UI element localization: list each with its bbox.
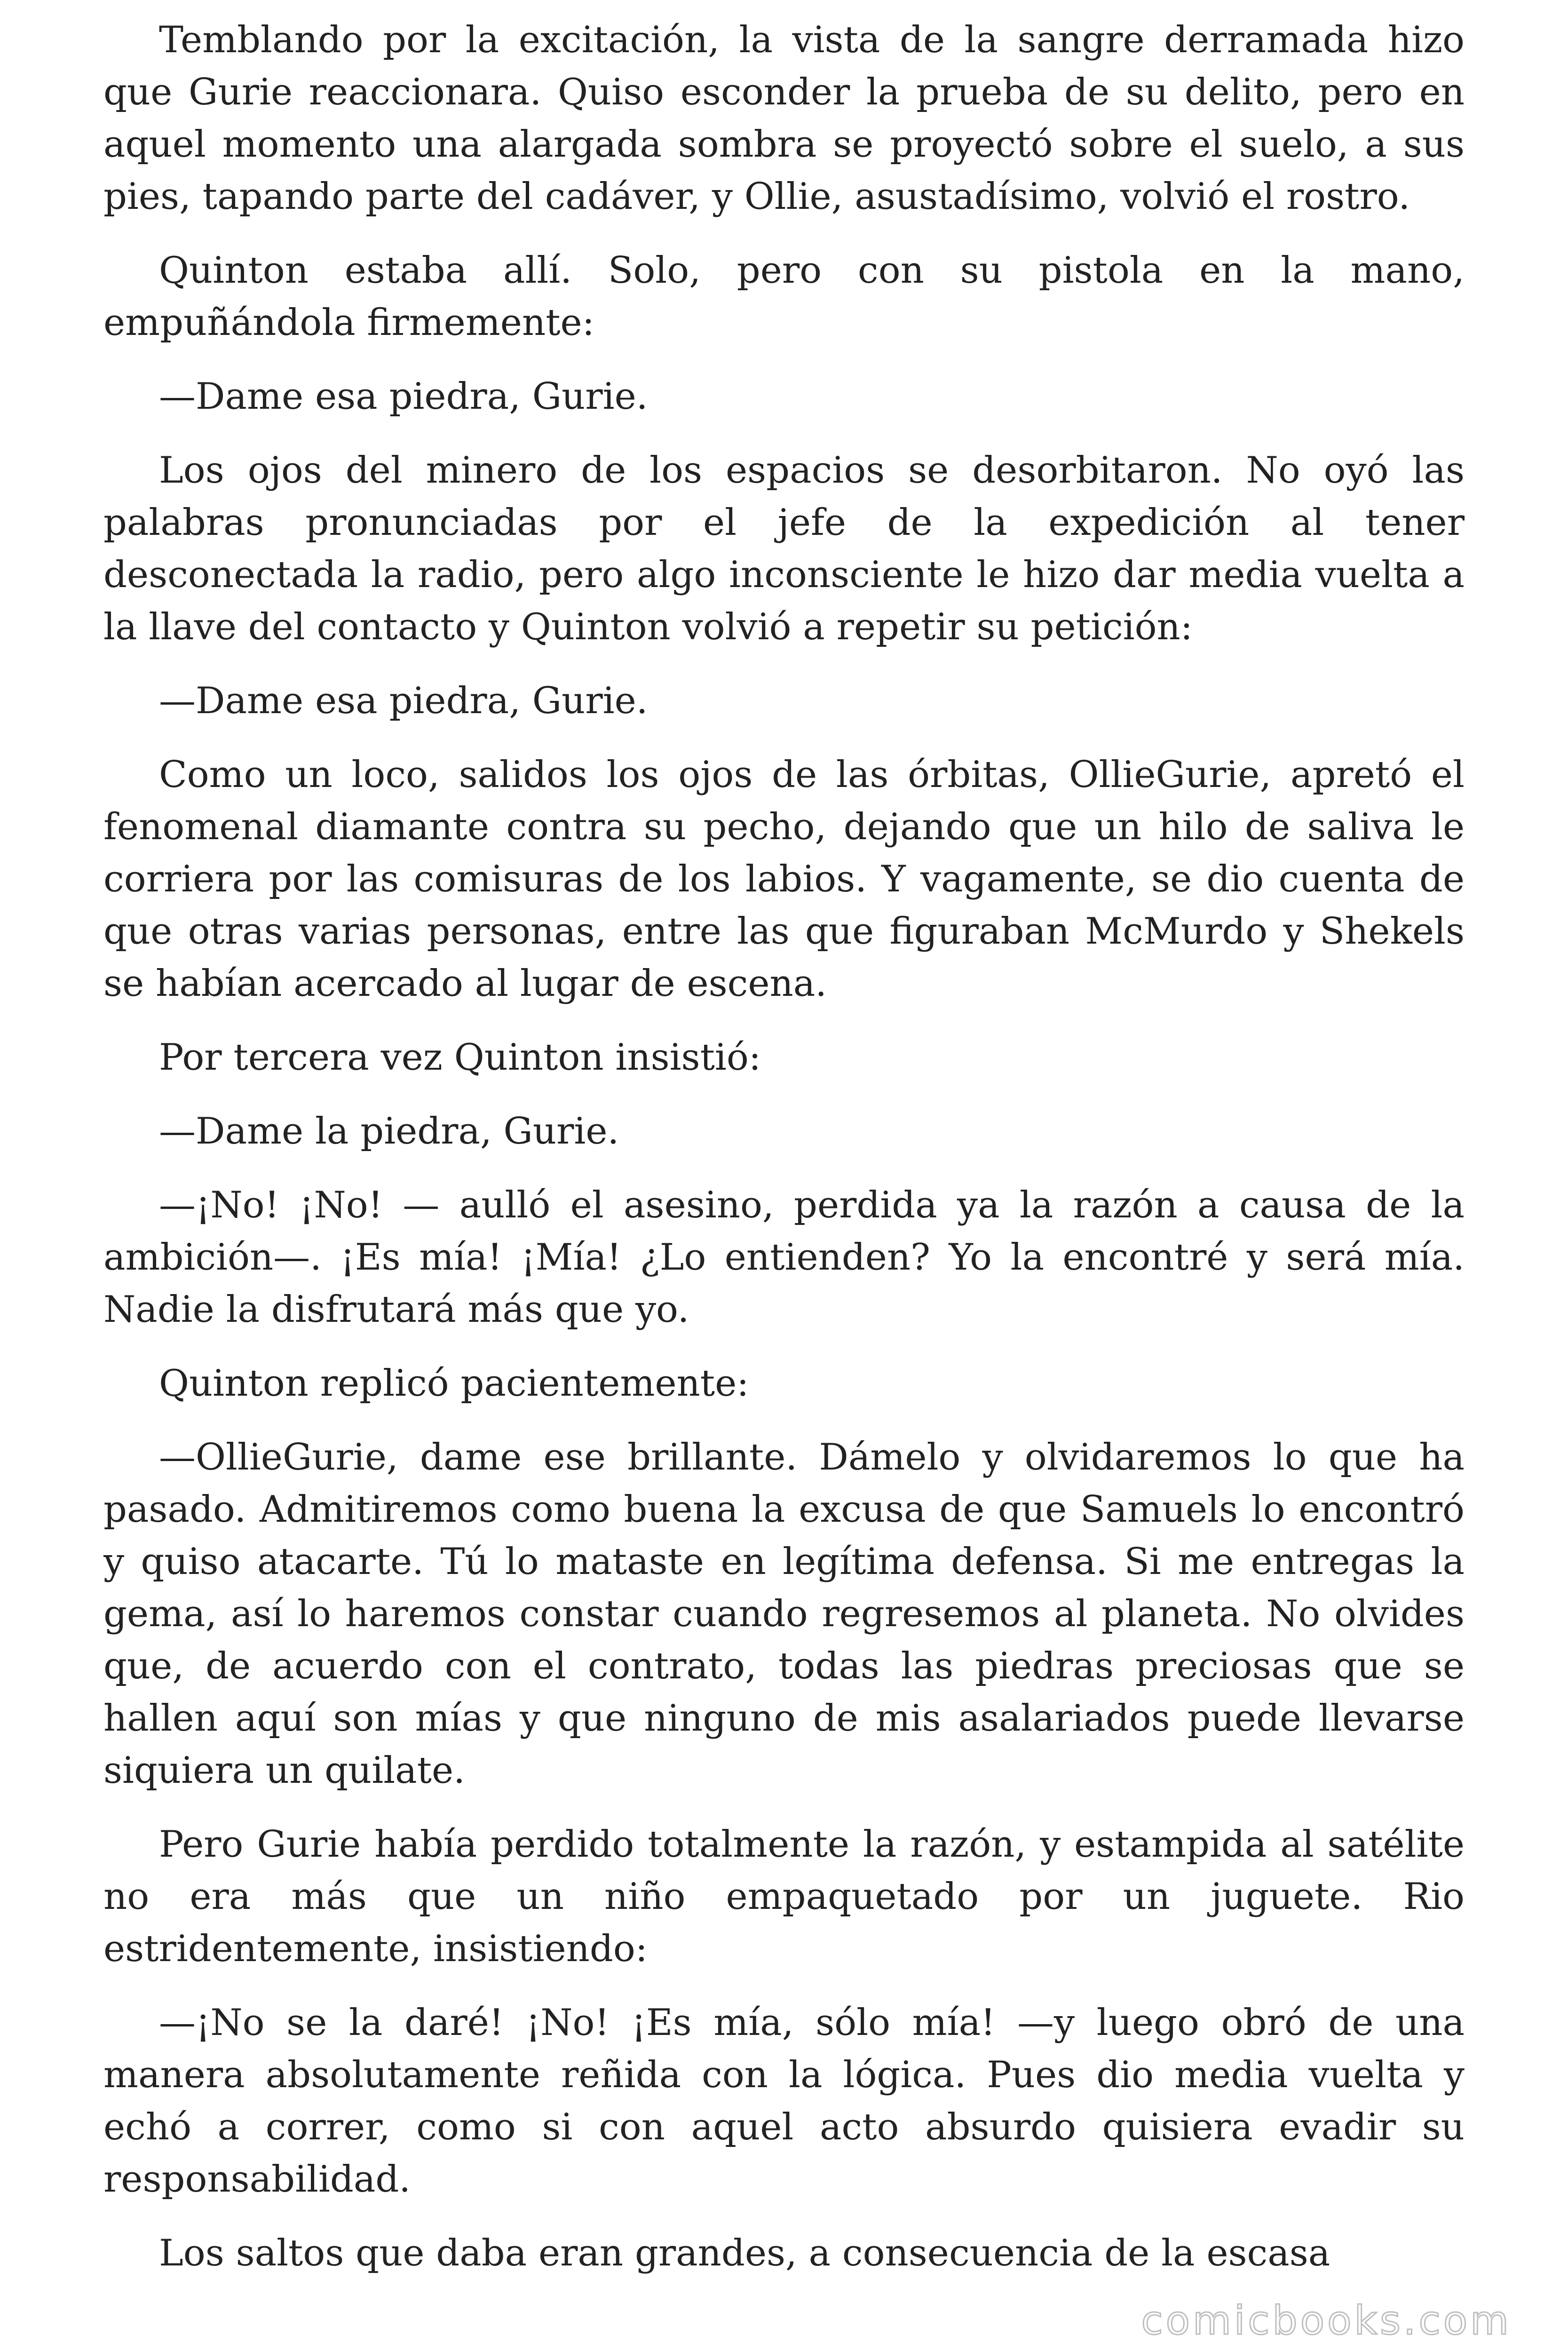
paragraph: Pero Gurie había perdido totalmente la razón, y estampida al satélite no era más que un niño empaquetado por un juguete. Rio estridentemente, insistiendo: xyxy=(103,1823,1465,1970)
paragraph: —OllieGurie, dame ese brillante. Dámelo y olvidaremos lo que ha pasado. Admitiremos como buena la excusa de que Samuels lo encontró y quiso atacarte. Tú lo mataste en legítima defensa. Si me entregas la gema, así lo haremos constar cuando regresemos al planeta. No olvides que, de acuerdo con el contrato, todas las piedras preciosas que se hallen aquí son mías y que ninguno de mis asalariados puede llevarse siquiera un quilate. xyxy=(103,1436,1465,1792)
paragraph: —¡No se la daré! ¡No! ¡Es mía, sólo mía! —y luego obró de una manera absolutamente reñida con la lógica. Pues dio media vuelta y echó a correr, como si con aquel acto absurdo quisiera evadir su responsabilidad. xyxy=(103,2002,1465,2201)
paragraph: Temblando por la excitación, la vista de la sangre derramada hizo que Gurie reaccionara. Quiso esconder la prueba de su delito, pero en aquel momento una alargada sombra se proyectó sobre el suelo, a sus pies, tapando parte del cadáver, y Ollie, asustadísimo, volvió el rostro. xyxy=(103,19,1465,218)
watermark-logo: comicbooks.com xyxy=(1141,2297,1512,2344)
paragraph: Como un loco, salidos los ojos de las órbitas, OllieGurie, apretó el fenomenal diamante contra su pecho, dejando que un hilo de saliva le corriera por las comisuras de los labios. Y vagamente, se dio cuenta de que otras varias personas, entre las que figuraban McMurdo y Shekels se habían acercado al lugar de escena. xyxy=(103,754,1465,1005)
paragraph: Los ojos del minero de los espacios se desorbitaron. No oyó las palabras pronunciadas por el jefe de la expedición al tener desconectada la radio, pero algo inconsciente le hizo dar media vuelta a la llave del contacto y Quinton volvió a repetir su petición: xyxy=(103,449,1465,648)
paragraph: —Dame esa piedra, Gurie. xyxy=(159,375,648,418)
document-page xyxy=(103,14,1465,2328)
paragraph: Quinton replicó pacientemente: xyxy=(159,1362,749,1405)
paragraph: Por tercera vez Quinton insistió: xyxy=(159,1036,761,1079)
paragraph: Quinton estaba allí. Solo, pero con su pistola en la mano, empuñándola firmemente: xyxy=(103,249,1465,344)
paragraph: —Dame la piedra, Gurie. xyxy=(159,1110,619,1152)
paragraph: —Dame esa piedra, Gurie. xyxy=(159,680,648,722)
paragraph: Los saltos que daba eran grandes, a consecuencia de la escasa xyxy=(159,2232,1330,2274)
paragraph: —¡No! ¡No! — aulló el asesino, perdida ya la razón a causa de la ambición—. ¡Es mía! ¡Mía! ¿Lo entienden? Yo la encontré y será mía. Nadie la disfrutará más que yo. xyxy=(103,1184,1465,1331)
